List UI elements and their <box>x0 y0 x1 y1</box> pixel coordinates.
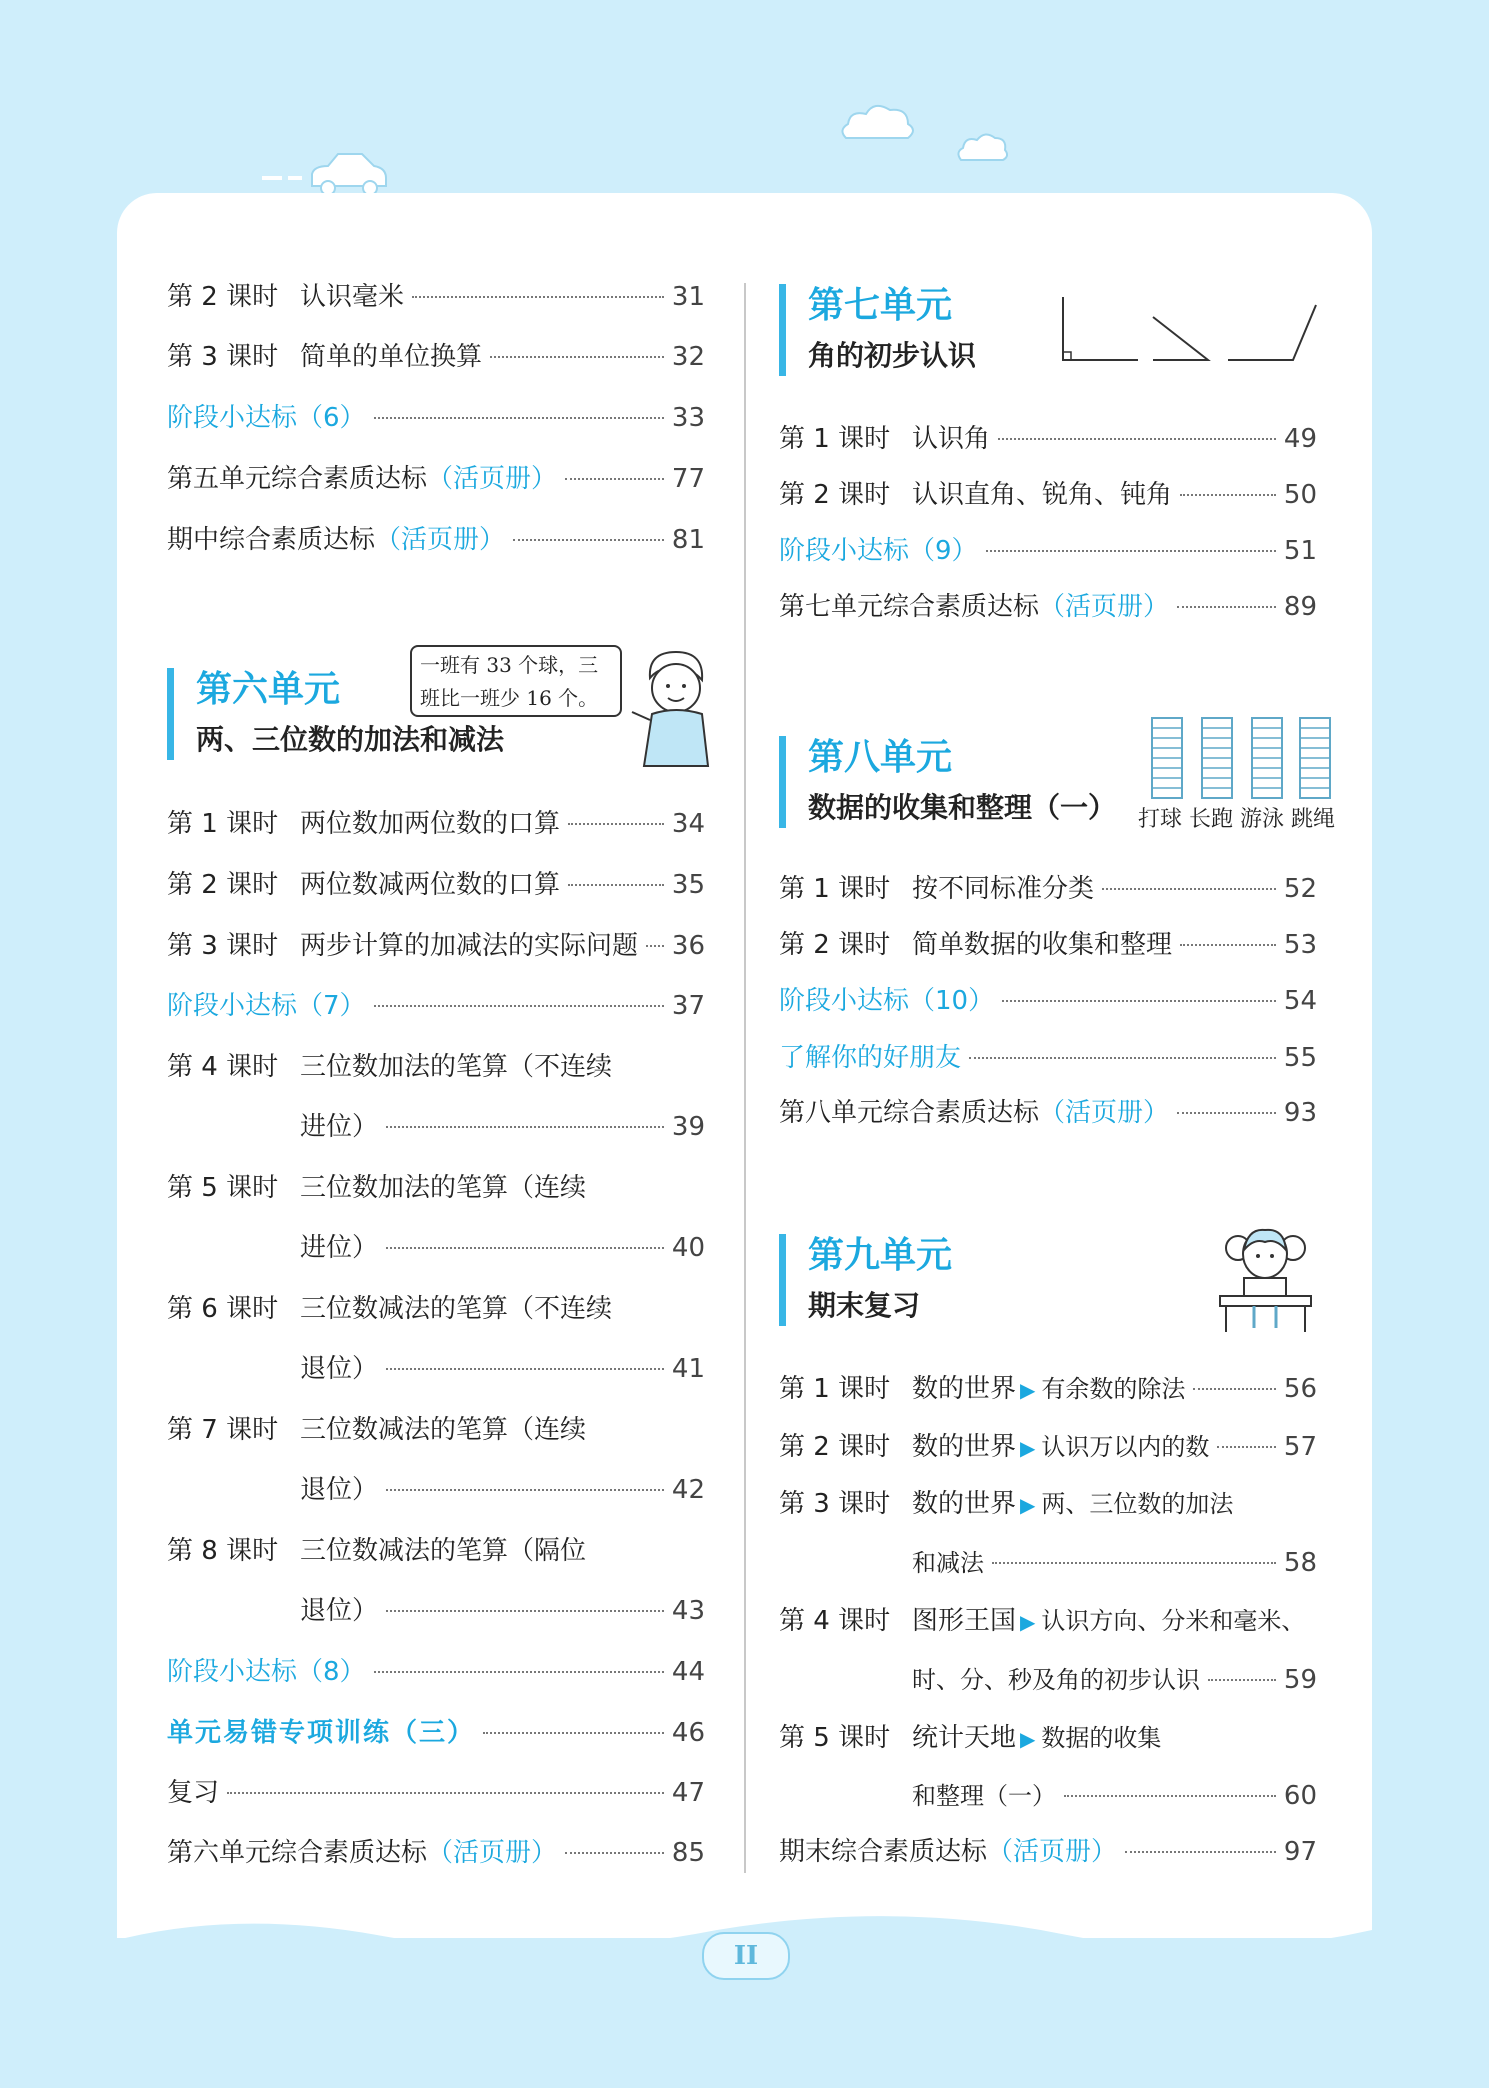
cloud-icon <box>955 130 1010 165</box>
toc-row[interactable]: 第五单元综合素质达标 （活页册） 77 <box>167 464 705 494</box>
column-divider <box>744 283 746 1873</box>
toc-row[interactable]: 复习 47 <box>167 1778 705 1808</box>
angles-illustration <box>1058 295 1318 365</box>
triangle-right-icon: ▶ <box>1020 1378 1036 1402</box>
toc-row[interactable]: 单元易错专项训练（三） 46 <box>167 1718 705 1748</box>
toc-row-line1[interactable]: 第 4 课时 图形王国 ▶ 认识方向、分米和毫米、 <box>779 1604 1317 1639</box>
toc-row[interactable]: 阶段小达标（8） 44 <box>167 1657 705 1687</box>
toc-row[interactable]: 阶段小达标（10） 54 <box>779 986 1317 1016</box>
toc-row-line1[interactable]: 第 4 课时 三位数加法的笔算（不连续 <box>167 1052 613 1082</box>
toc-row-line1[interactable]: 第 5 课时 三位数加法的笔算（连续 <box>167 1173 587 1203</box>
toc-row[interactable]: 阶段小达标（9） 51 <box>779 536 1317 566</box>
toc-row[interactable]: 第 2 课时 认识毫米 31 <box>167 282 705 312</box>
toc-row[interactable]: 期末综合素质达标 （活页册） 97 <box>779 1837 1317 1867</box>
unit-9-header: 第九单元 期末复习 <box>779 1234 952 1326</box>
toc-row[interactable]: 第 2 课时 两位数减两位数的口算 35 <box>167 870 705 900</box>
toc-row-line2[interactable]: 进位） 39 <box>300 1112 705 1142</box>
toc-row[interactable]: 第 1 课时 按不同标准分类 52 <box>779 874 1317 904</box>
page-number: II <box>702 1932 790 1980</box>
toc-row[interactable]: 第 3 课时 简单的单位换算 32 <box>167 342 705 372</box>
toc-row-line2[interactable]: 和减法 58 <box>912 1548 1317 1578</box>
toc-row[interactable]: 第 3 课时 两步计算的加减法的实际问题 36 <box>167 931 705 961</box>
toc-row-line2[interactable]: 退位） 43 <box>300 1596 705 1626</box>
toc-row-line2[interactable]: 退位） 42 <box>300 1475 705 1505</box>
toc-row-line2[interactable]: 时、分、秒及角的初步认识 59 <box>912 1665 1317 1695</box>
triangle-right-icon: ▶ <box>1020 1493 1036 1517</box>
toc-row[interactable]: 第 2 课时 数的世界 ▶ 认识万以内的数 57 <box>779 1430 1317 1465</box>
triangle-right-icon: ▶ <box>1020 1436 1036 1460</box>
toc-row[interactable]: 第 2 课时 认识直角、锐角、钝角 50 <box>779 480 1317 510</box>
toc-row[interactable]: 第 2 课时 简单数据的收集和整理 53 <box>779 930 1317 960</box>
toc-row[interactable]: 第 1 课时 两位数加两位数的口算 34 <box>167 809 705 839</box>
unit-6-header: 第六单元 两、三位数的加法和减法 <box>167 668 504 760</box>
cloud-icon <box>838 100 918 145</box>
toc-row-line1[interactable]: 第 6 课时 三位数减法的笔算（不连续 <box>167 1294 613 1324</box>
toc-row[interactable]: 阶段小达标（7） 37 <box>167 991 705 1021</box>
speech-bubble: 一班有 33 个球，三班比一班少 16 个。 <box>410 645 622 717</box>
toc-row[interactable]: 第六单元综合素质达标 （活页册） 85 <box>167 1838 705 1868</box>
toc-row[interactable]: 第八单元综合素质达标 （活页册） 93 <box>779 1098 1317 1128</box>
toc-row-line1[interactable]: 第 5 课时 统计天地 ▶ 数据的收集 <box>779 1721 1317 1756</box>
toc-row-line2[interactable]: 进位） 40 <box>300 1233 705 1263</box>
car-icon <box>262 148 392 196</box>
girl-reading-illustration <box>1218 1222 1313 1334</box>
toc-row[interactable]: 阶段小达标（6） 33 <box>167 403 705 433</box>
triangle-right-icon: ▶ <box>1020 1610 1036 1634</box>
chart-category-labels: 打球 长跑 游泳 跳绳 <box>1138 807 1335 832</box>
bar-chart-illustration <box>1150 716 1340 801</box>
toc-row-line1[interactable]: 第 3 课时 数的世界 ▶ 两、三位数的加法 <box>779 1487 1317 1522</box>
toc-row[interactable]: 第七单元综合素质达标 （活页册） 89 <box>779 592 1317 622</box>
boy-illustration <box>630 648 718 768</box>
toc-row-line2[interactable]: 退位） 41 <box>300 1354 705 1384</box>
toc-row[interactable]: 了解你的好朋友 55 <box>779 1043 1317 1073</box>
toc-row[interactable]: 第 1 课时 认识角 49 <box>779 424 1317 454</box>
toc-row-line1[interactable]: 第 7 课时 三位数减法的笔算（连续 <box>167 1415 587 1445</box>
unit-7-header: 第七单元 角的初步认识 <box>779 284 976 376</box>
triangle-right-icon: ▶ <box>1020 1727 1036 1751</box>
toc-row-line2[interactable]: 和整理（一） 60 <box>912 1781 1317 1811</box>
toc-row[interactable]: 第 1 课时 数的世界 ▶ 有余数的除法 56 <box>779 1372 1317 1407</box>
toc-row-line1[interactable]: 第 8 课时 三位数减法的笔算（隔位 <box>167 1536 587 1566</box>
unit-8-header: 第八单元 数据的收集和整理（一） <box>779 736 1116 828</box>
toc-row[interactable]: 期中综合素质达标 （活页册） 81 <box>167 525 705 555</box>
